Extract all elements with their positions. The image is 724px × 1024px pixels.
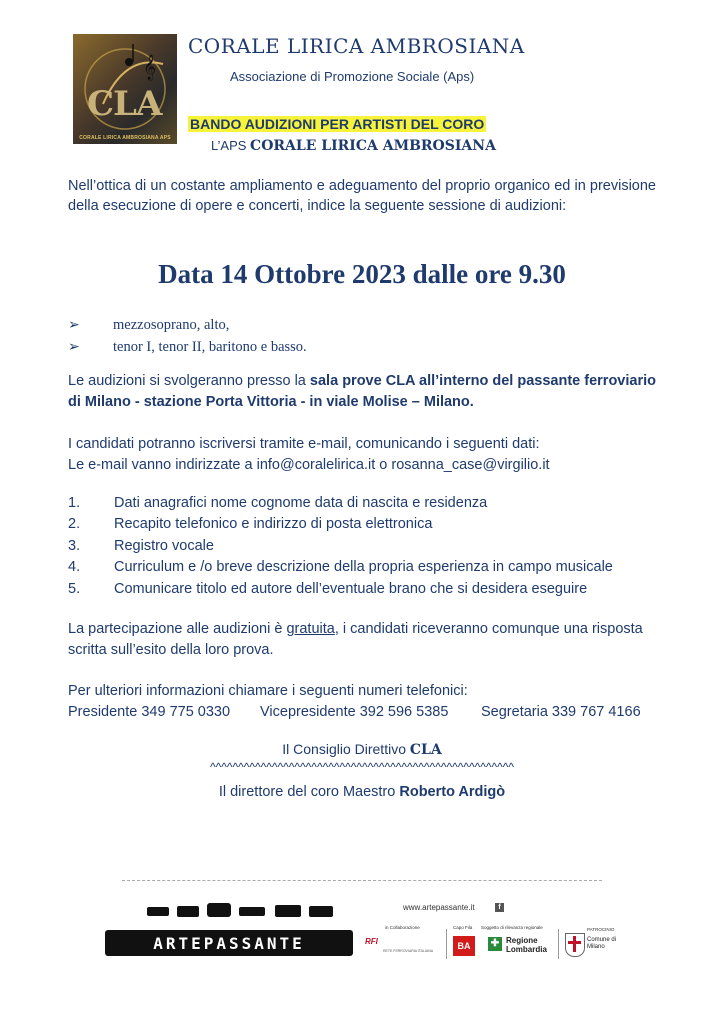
list-item [68, 336, 307, 358]
rfi-logo: RFI [365, 937, 378, 946]
ba-logo: BA [453, 936, 475, 956]
phone-numbers [68, 702, 668, 723]
capofila-label: Capo Fila [453, 925, 473, 930]
arrow-bullet-icon: ➢ [68, 339, 80, 355]
list-item [68, 578, 668, 600]
intro-paragraph: Nell’ottica di un costante ampliamento e adeguamento del proprio organico ed in previsione della esecuzione di opere e concerti, indice la seguente sessione di audizioni: [68, 178, 656, 214]
item-number: 3. [68, 537, 81, 554]
email-line: Le e-mail vanno indirizzate a info@coralelirica.it o rosanna_case@virgilio.it [68, 457, 550, 473]
item-text: Registro vocale [114, 537, 214, 554]
candidates-line: I candidati potranno iscriversi tramite e-mail, comunicando i seguenti dati: [68, 436, 540, 452]
divider [446, 929, 447, 959]
list-item [68, 314, 307, 336]
arrow-bullet-icon: ➢ [68, 317, 80, 333]
board-name: CLA [409, 742, 442, 758]
facebook-icon[interactable]: f [495, 903, 504, 912]
list-item [68, 557, 668, 579]
svg-text:𝄞: 𝄞 [143, 55, 157, 80]
sponsor-banner [103, 893, 633, 967]
contact-info [68, 681, 668, 723]
logo-caption: CORALE LIRICA AMBROSIANA APS [79, 135, 171, 141]
voice-text: mezzosoprano, alto, [113, 316, 230, 333]
director-prefix: Il direttore del coro Maestro [218, 784, 400, 800]
comune-milano-shield-icon [565, 933, 585, 957]
aps-line [211, 138, 496, 154]
director-name: Roberto Ardigò [399, 784, 506, 800]
logo-initials: CLA [87, 84, 162, 124]
participation-free: gratuita [286, 621, 335, 637]
aps-prefix: L’APS [211, 138, 247, 153]
aps-name: CORALE LIRICA AMBROSIANA [250, 138, 496, 154]
item-text: Recapito telefonico e indirizzo di posta elettronica [114, 516, 433, 533]
venue-paragraph [68, 371, 656, 413]
item-text: Curriculum e /o breve descrizione della propria esperienza in campo musicale [114, 559, 613, 576]
participation-after: , i candidati riceveranno comunque una risposta scritta sull’esito della loro prova. [68, 621, 643, 658]
caret-divider: ^^^^^^^^^^^^^^^^^^^^^^^^^^^^^^^^^^^^^^^^^^^^^^^^^^^^^^ [209, 760, 515, 774]
list-item [68, 492, 668, 514]
contact-line: Per ulteriori informazioni chiamare i seguenti numeri telefonici: [68, 683, 468, 699]
comune-line1: Comune di [587, 937, 617, 943]
regione-line1: Regione [506, 936, 538, 945]
item-text: Comunicare titolo ed autore dell’eventuale brano che si desidera eseguire [114, 580, 588, 597]
board-signature [0, 741, 724, 758]
item-text: Dati anagrafici nome cognome data di nascita e residenza [114, 494, 488, 511]
website-link[interactable]: www.artepassante.it [403, 903, 475, 912]
list-item [68, 535, 668, 557]
bando-title: BANDO AUDIZIONI PER ARTISTI DEL CORO [190, 116, 485, 132]
regione-lombardia-icon: ✚ [488, 937, 502, 951]
board-prefix: Il Consiglio Direttivo [282, 741, 410, 757]
decorative-strokes [147, 901, 367, 923]
participation-before: La partecipazione alle audizioni è [68, 621, 287, 637]
patrocinio-label: PATROCINIO [587, 927, 615, 932]
phone-secretary: Segretaria 339 767 4166 [481, 704, 641, 720]
comune-line2: Milano [587, 944, 605, 950]
sostegno-label: Soggetto di rilevanza regionale [481, 925, 543, 930]
item-number: 2. [68, 516, 81, 533]
voice-list [68, 314, 307, 358]
org-title: CORALE LIRICA AMBROSIANA [188, 34, 525, 58]
collab-label: in Collaborazione [385, 925, 420, 930]
footer-divider [122, 880, 602, 881]
audition-date-heading: Data 14 Ottobre 2023 dalle ore 9.30 [158, 259, 566, 289]
list-item [68, 514, 668, 536]
item-number: 1. [68, 494, 81, 511]
requirements-list [68, 492, 668, 600]
org-subtitle: Associazione di Promozione Sociale (Aps) [230, 69, 475, 84]
regione-lombardia-name [506, 936, 547, 954]
divider [558, 929, 559, 959]
venue-prefix: Le audizioni si svolgeranno presso la [68, 373, 310, 389]
cla-logo [73, 34, 177, 144]
participation-paragraph [68, 619, 658, 661]
regione-line2: Lombardia [506, 945, 547, 954]
voice-text: tenor I, tenor II, baritono e basso. [113, 338, 307, 355]
item-number: 4. [68, 559, 81, 576]
comune-milano-name [587, 937, 616, 951]
phone-vicepresident: Vicepresidente 392 596 5385 [260, 704, 449, 720]
artepassante-logo: ARTEPASSANTE [105, 930, 353, 956]
candidates-paragraph [68, 434, 668, 476]
item-number: 5. [68, 580, 81, 597]
rfi-caption: RETE FERROVIARIA ITALIANA [383, 949, 434, 953]
director-signature [0, 784, 724, 800]
venue-location: sala prove CLA all’interno del passante ferroviario di Milano - stazione Porta Vittoria - in viale Molise – Milano. [68, 373, 656, 410]
phone-president: Presidente 349 775 0330 [68, 704, 231, 720]
